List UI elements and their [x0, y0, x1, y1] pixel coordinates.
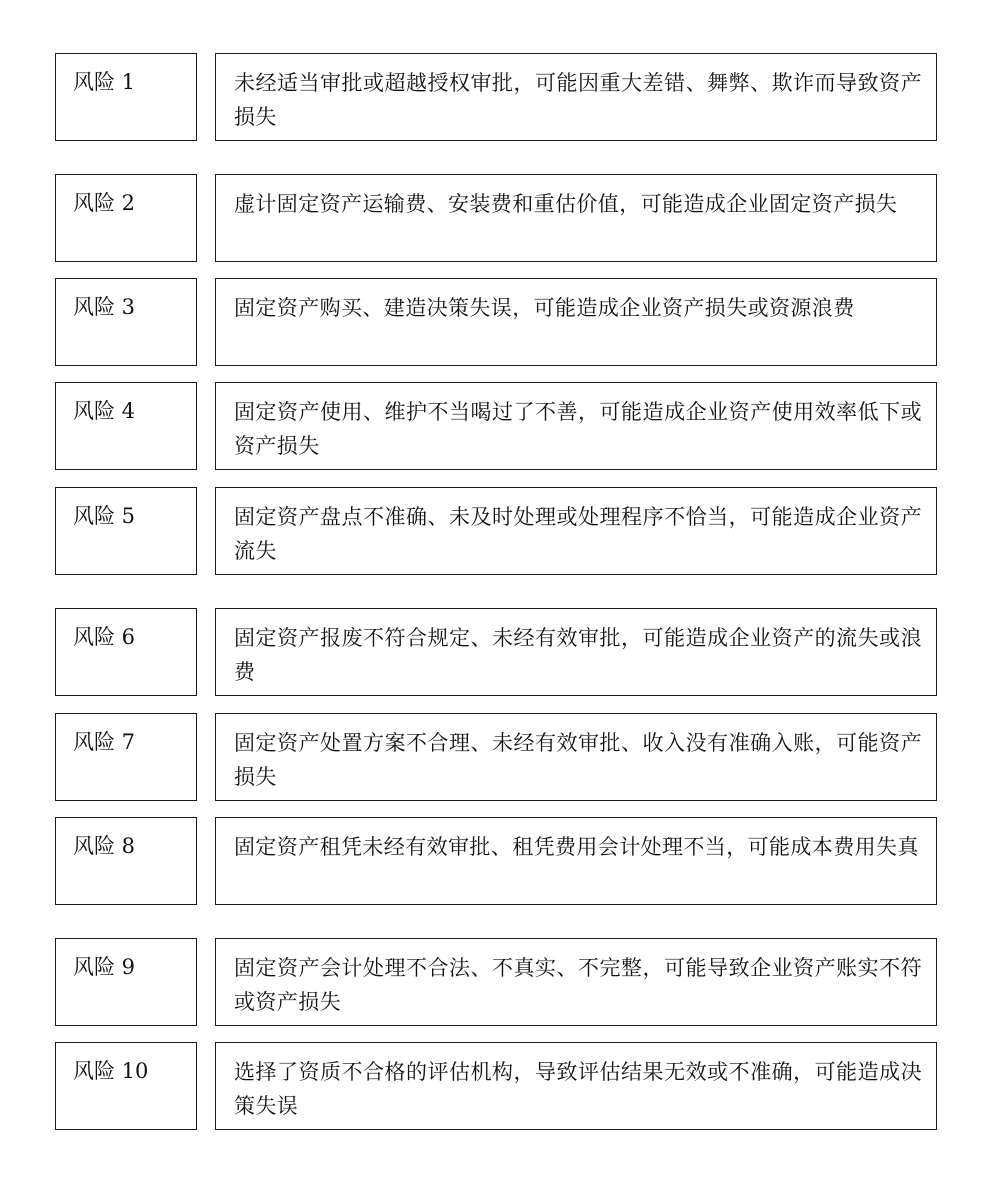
- risk-description-box-3: [215, 278, 937, 366]
- risk-label-box-1: [55, 53, 197, 141]
- risk-description-10: 选择了资质不合格的评估机构，导致评估结果无效或不准确，可能造成决策失误: [234, 1060, 922, 1118]
- risk-description-box-8: [215, 817, 937, 905]
- risk-description-9: 固定资产会计处理不合法、不真实、不完整，可能导致企业资产账实不符或资产损失: [234, 956, 922, 1014]
- risk-label-box-5: [55, 487, 197, 575]
- risk-label-3: 风险 3: [73, 295, 136, 319]
- risk-description-8: 固定资产租凭未经有效审批、租凭费用会计处理不当，可能成本费用失真: [234, 835, 919, 859]
- risk-description-4: 固定资产使用、维护不当喝过了不善，可能造成企业资产使用效率低下或资产损失: [234, 400, 922, 458]
- risk-description-box-4: [215, 382, 937, 470]
- risk-label-5: 风险 5: [73, 504, 136, 528]
- risk-label-10: 风险 10: [73, 1059, 149, 1083]
- risk-description-5: 固定资产盘点不准确、未及时处理或处理程序不恰当，可能造成企业资产流失: [234, 505, 922, 563]
- risk-label-box-2: [55, 174, 197, 262]
- risk-description-box-2: [215, 174, 937, 262]
- risk-label-box-4: [55, 382, 197, 470]
- risk-description-box-6: [215, 608, 937, 696]
- risk-label-6: 风险 6: [73, 625, 136, 649]
- risk-label-box-3: [55, 278, 197, 366]
- risk-description-box-7: [215, 713, 937, 801]
- risk-label-9: 风险 9: [73, 955, 136, 979]
- risk-label-2: 风险 2: [73, 191, 136, 215]
- risk-description-box-9: [215, 938, 937, 1026]
- risk-description-3: 固定资产购买、建造决策失误，可能造成企业资产损失或资源浪费: [234, 296, 855, 320]
- risk-label-4: 风险 4: [73, 399, 136, 423]
- risk-label-7: 风险 7: [73, 730, 136, 754]
- risk-label-box-8: [55, 817, 197, 905]
- risk-description-7: 固定资产处置方案不合理、未经有效审批、收入没有准确入账，可能资产损失: [234, 731, 922, 789]
- risk-description-box-10: [215, 1042, 937, 1130]
- risk-label-box-10: [55, 1042, 197, 1130]
- risk-label-box-9: [55, 938, 197, 1026]
- risk-label-8: 风险 8: [73, 834, 136, 858]
- risk-description-6: 固定资产报废不符合规定、未经有效审批，可能造成企业资产的流失或浪费: [234, 626, 922, 684]
- risk-label-box-6: [55, 608, 197, 696]
- risk-description-box-1: [215, 53, 937, 141]
- risk-description-box-5: [215, 487, 937, 575]
- risk-label-box-7: [55, 713, 197, 801]
- risk-description-1: 未经适当审批或超越授权审批，可能因重大差错、舞弊、欺诈而导致资产损失: [234, 71, 922, 129]
- risk-description-2: 虚计固定资产运输费、安装费和重估价值，可能造成企业固定资产损失: [234, 192, 898, 216]
- risk-label-1: 风险 1: [73, 70, 136, 94]
